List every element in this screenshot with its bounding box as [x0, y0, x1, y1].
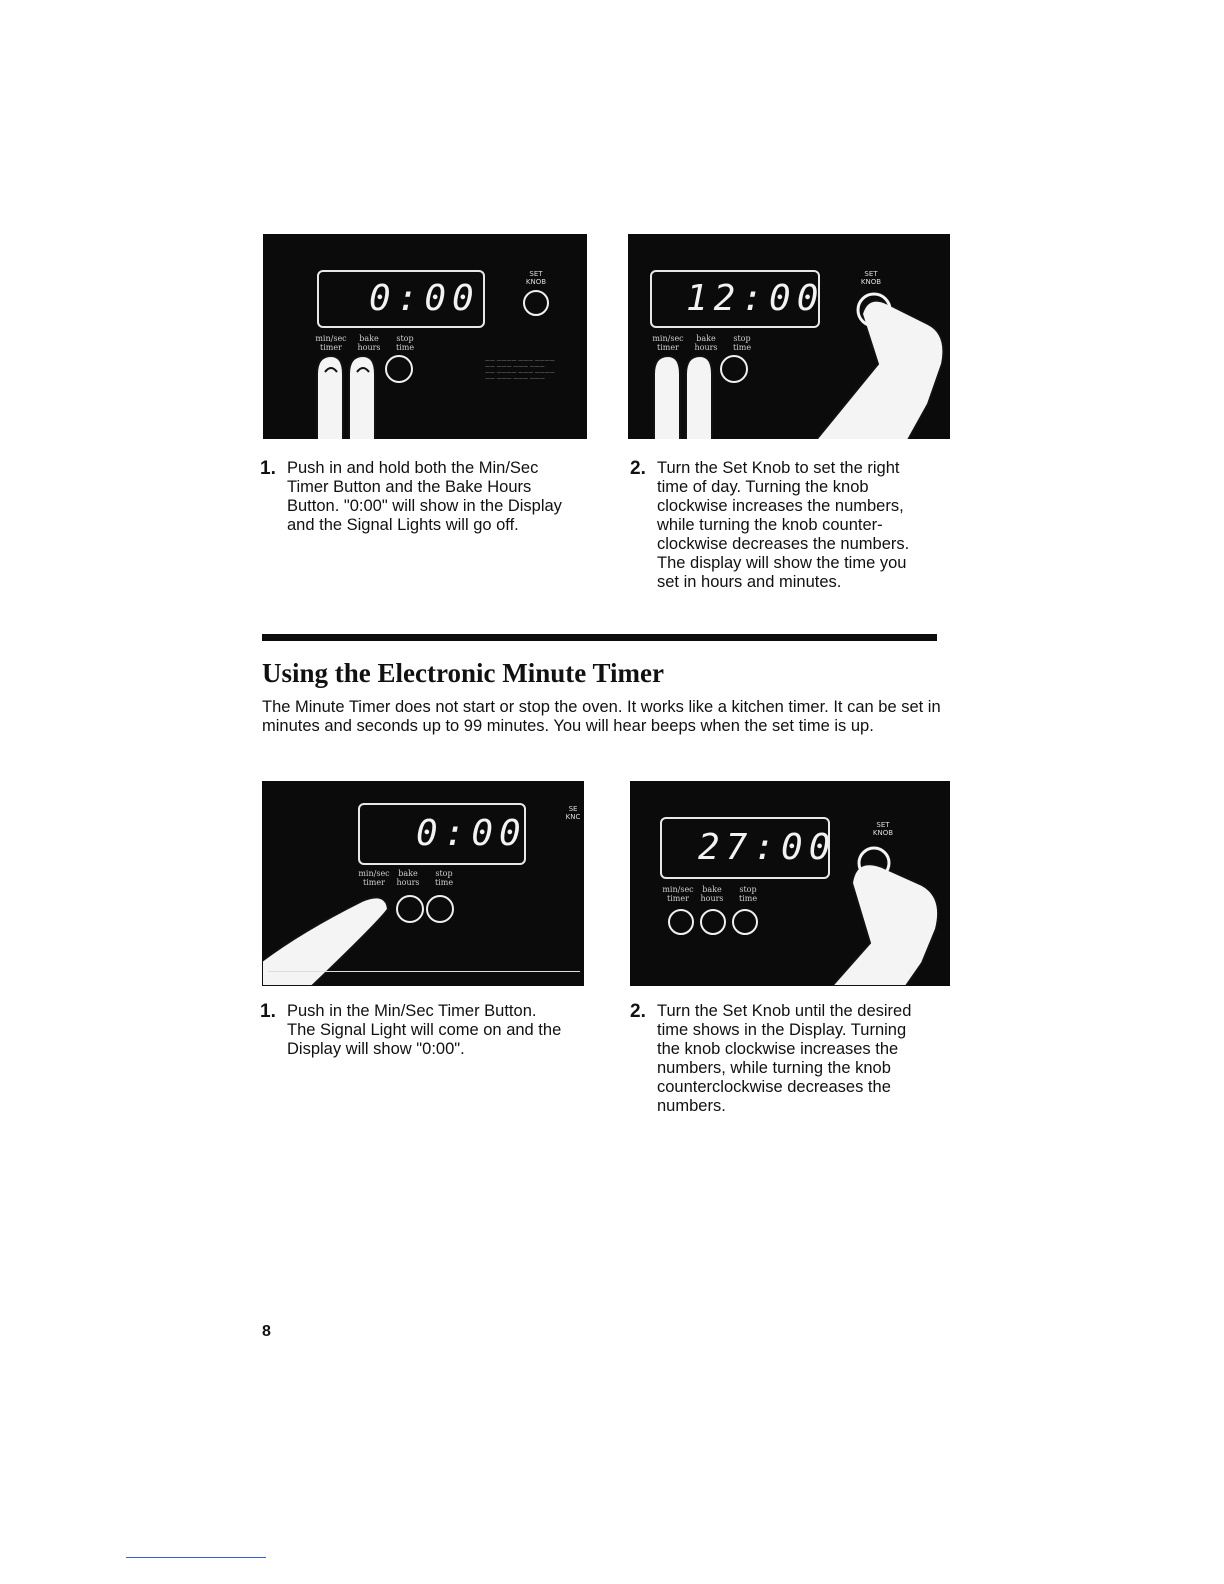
set-knob-label: SET KNOB [872, 821, 894, 837]
section-title: Using the Electronic Minute Timer [262, 658, 664, 688]
panel-fine-print: —— ———— ——— ———— —— ——— ——— ——— —— ———— ——— ———— —— ——— ——— ——— [485, 358, 555, 382]
figure-4-control-panel [630, 781, 950, 986]
bake-hours-label: bake hours [700, 885, 724, 903]
stop-time-button [732, 909, 758, 935]
stop-time-label: stop time [395, 334, 415, 352]
step-text: Push in the Min/Sec Timer Button. The Signal Light will come on and the Display will show "0:00". [287, 1002, 562, 1058]
display-digits: 12:00 [686, 278, 825, 319]
figure-2-control-panel [628, 234, 950, 439]
min-sec-timer-label: min/sec timer [652, 334, 684, 352]
display-digits: 0:00 [416, 813, 527, 854]
stop-time-label: stop time [434, 869, 454, 887]
step-text: Turn the Set Knob to set the right time of day. Turning the knob clockwise increases the numbers, while turning the knob counter-clockwise decreases the numbers. The display will show the time you set in hours and minutes. [657, 459, 910, 591]
display-digits: 0:00 [369, 278, 480, 319]
hand-turning-knob-illustration [826, 833, 950, 986]
stop-time-label: stop time [732, 334, 752, 352]
timer-step-2 [630, 1002, 940, 1122]
hand-turning-knob-illustration [808, 274, 950, 439]
bake-hours-button [700, 909, 726, 935]
min-sec-timer-button [668, 909, 694, 935]
step-number: 1. [260, 1001, 276, 1022]
min-sec-timer-label: min/sec timer [315, 334, 347, 352]
step-number: 2. [630, 458, 646, 479]
timer-display [358, 803, 526, 865]
clock-step-2 [630, 459, 940, 619]
stop-time-button [426, 895, 454, 923]
figure-1-control-panel [263, 234, 587, 439]
timer-display [317, 270, 485, 328]
page-number: 8 [262, 1323, 271, 1340]
clock-step-1 [260, 459, 590, 559]
bake-hours-label: bake hours [694, 334, 718, 352]
set-knob-label: SET KNOB [860, 270, 882, 286]
min-sec-timer-label: min/sec timer [358, 869, 390, 887]
footer-line [126, 1557, 266, 1558]
set-knob-label: SE KNC [565, 805, 581, 821]
set-knob-icon [523, 290, 549, 316]
bake-hours-label: bake hours [396, 869, 420, 887]
stop-time-label: stop time [738, 885, 758, 903]
panel-trim-line [268, 971, 580, 972]
timer-step-1 [260, 1002, 590, 1082]
min-sec-timer-label: min/sec timer [662, 885, 694, 903]
bake-hours-label: bake hours [357, 334, 381, 352]
fingers-illustration [313, 352, 403, 439]
step-text: Push in and hold both the Min/Sec Timer Button and the Bake Hours Button. "0:00" will show in the Display and the Signal Lights will go off. [287, 459, 562, 534]
section-divider [262, 634, 937, 641]
step-text: Turn the Set Knob until the desired time shows in the Display. Turning the knob clockwise increases the numbers, while turning the knob counterclockwise decreases the numbers. [657, 1002, 912, 1115]
section-intro: The Minute Timer does not start or stop the oven. It works like a kitchen timer. It can be set in minutes and seconds up to 99 minutes. You will hear beeps when the set time is up. [262, 698, 941, 735]
timer-display [660, 817, 837, 879]
step-number: 1. [260, 458, 276, 479]
fingers-illustration [650, 352, 740, 439]
timer-display [650, 270, 825, 328]
step-number: 2. [630, 1001, 646, 1022]
display-digits: 27:00 [698, 827, 837, 868]
set-knob-label: SET KNOB [525, 270, 547, 286]
figure-3-control-panel [262, 781, 584, 986]
